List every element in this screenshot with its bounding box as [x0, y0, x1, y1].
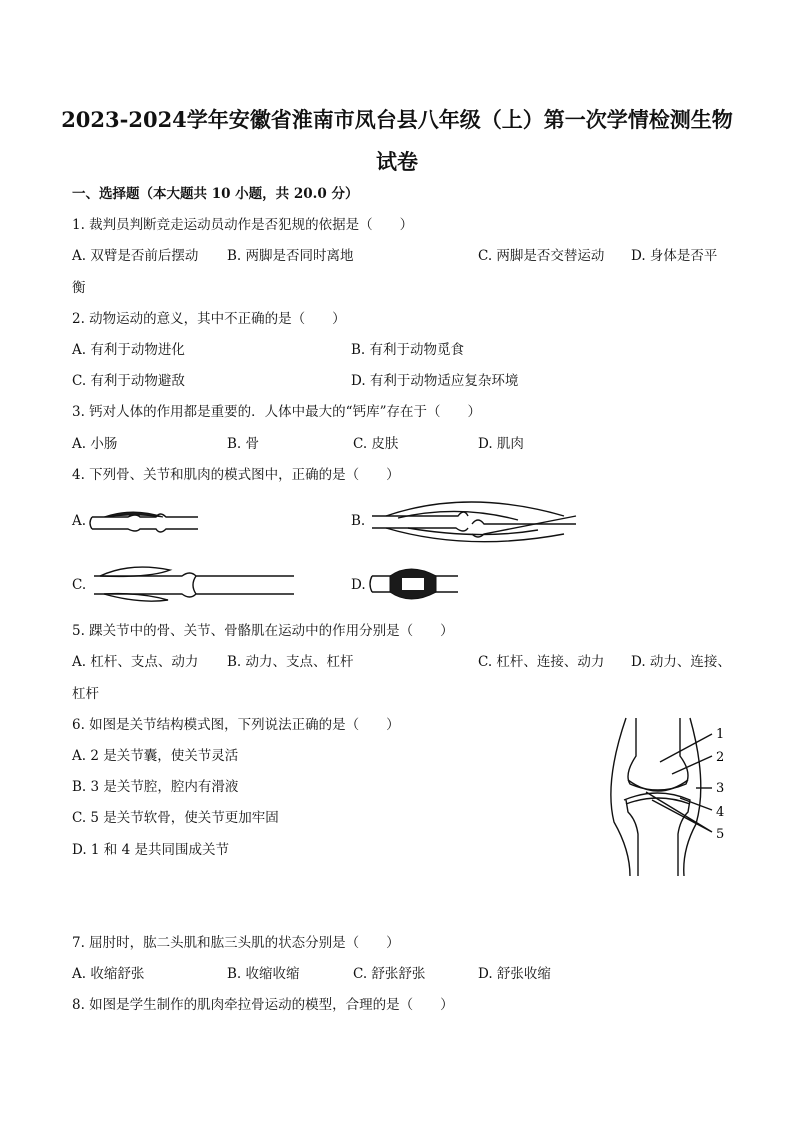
q7-option-c: C. 舒张舒张 — [353, 966, 426, 982]
q4-figure-b — [368, 494, 580, 546]
question-5-stem: 5. 踝关节中的骨、关节、骨骼肌在运动中的作用分别是（ ） — [72, 623, 454, 639]
q6-option-d: D. 1 和 4 是共同围成关节 — [72, 842, 229, 858]
q5-option-d-wrap: 杠杆 — [72, 686, 99, 702]
q1-option-b: B. 两脚是否同时离地 — [227, 248, 354, 264]
q6-joint-figure — [600, 712, 730, 882]
q6-option-a: A. 2 是关节囊，使关节灵活 — [72, 748, 239, 764]
label-2: 2 — [716, 750, 725, 765]
q5-option-c: C. 杠杆、连接、动力 — [478, 654, 605, 670]
q4-option-c: C. — [72, 577, 87, 593]
question-6-stem: 6. 如图是关节结构模式图，下列说法正确的是（ ） — [72, 717, 400, 733]
question-3-stem: 3. 钙对人体的作用都是重要的．人体中最大的“钙库”存在于（ ） — [72, 404, 481, 420]
q3-option-b: B. 骨 — [227, 436, 260, 452]
q2-option-d: D. 有利于动物适应复杂环境 — [351, 373, 519, 389]
q4-option-d: D. — [351, 577, 366, 593]
q7-option-a: A. 收缩舒张 — [72, 966, 145, 982]
q4-option-a: A. — [72, 513, 87, 529]
q7-option-b: B. 收缩收缩 — [227, 966, 300, 982]
q3-option-a: A. 小肠 — [72, 436, 118, 452]
q3-option-d: D. 肌肉 — [478, 436, 524, 452]
q2-option-b: B. 有利于动物觅食 — [351, 342, 465, 358]
q5-option-b: B. 动力、支点、杠杆 — [227, 654, 354, 670]
q4-figure-a — [88, 505, 203, 537]
q6-option-c: C. 5 是关节软骨，使关节更加牢固 — [72, 810, 279, 826]
question-7-stem: 7. 屈肘时，肱二头肌和肱三头肌的状态分别是（ ） — [72, 935, 400, 951]
question-1-stem: 1. 裁判员判断竞走运动员动作是否犯规的依据是（ ） — [72, 217, 414, 233]
question-4-stem: 4. 下列骨、关节和肌肉的模式图中，正确的是（ ） — [72, 467, 400, 483]
question-8-stem: 8. 如图是学生制作的肌肉牵拉骨运动的模型，合理的是（ ） — [72, 997, 454, 1013]
q7-option-d: D. 舒张收缩 — [478, 966, 551, 982]
q6-option-b: B. 3 是关节腔，腔内有滑液 — [72, 779, 239, 795]
q5-option-a: A. 杠杆、支点、动力 — [72, 654, 199, 670]
label-3: 3 — [716, 781, 725, 796]
q1-option-c: C. 两脚是否交替运动 — [478, 248, 605, 264]
q2-option-c: C. 有利于动物避敌 — [72, 373, 185, 389]
q3-option-c: C. 皮肤 — [353, 436, 399, 452]
q4-figure-c — [90, 564, 300, 606]
q5-option-d: D. 动力、连接、 — [631, 654, 731, 670]
q4-option-b: B. — [351, 513, 366, 529]
q1-option-a: A. 双臂是否前后摆动 — [72, 248, 199, 264]
label-5: 5 — [716, 827, 725, 842]
q1-option-d: D. 身体是否平 — [631, 248, 718, 264]
section-heading: 一、选择题（本大题共 10 小题，共 20.0 分） — [72, 186, 359, 202]
q2-option-a: A. 有利于动物进化 — [72, 342, 185, 358]
page-title: 2023-2024学年安徽省淮南市凤台县八年级（上）第一次学情检测生物 — [61, 107, 733, 132]
question-2-stem: 2. 动物运动的意义，其中不正确的是（ ） — [72, 311, 346, 327]
label-1: 1 — [716, 727, 725, 742]
page-title-line2: 试卷 — [376, 149, 418, 174]
q4-figure-d — [368, 568, 463, 602]
label-4: 4 — [716, 805, 725, 820]
q1-option-d-wrap: 衡 — [72, 280, 86, 296]
